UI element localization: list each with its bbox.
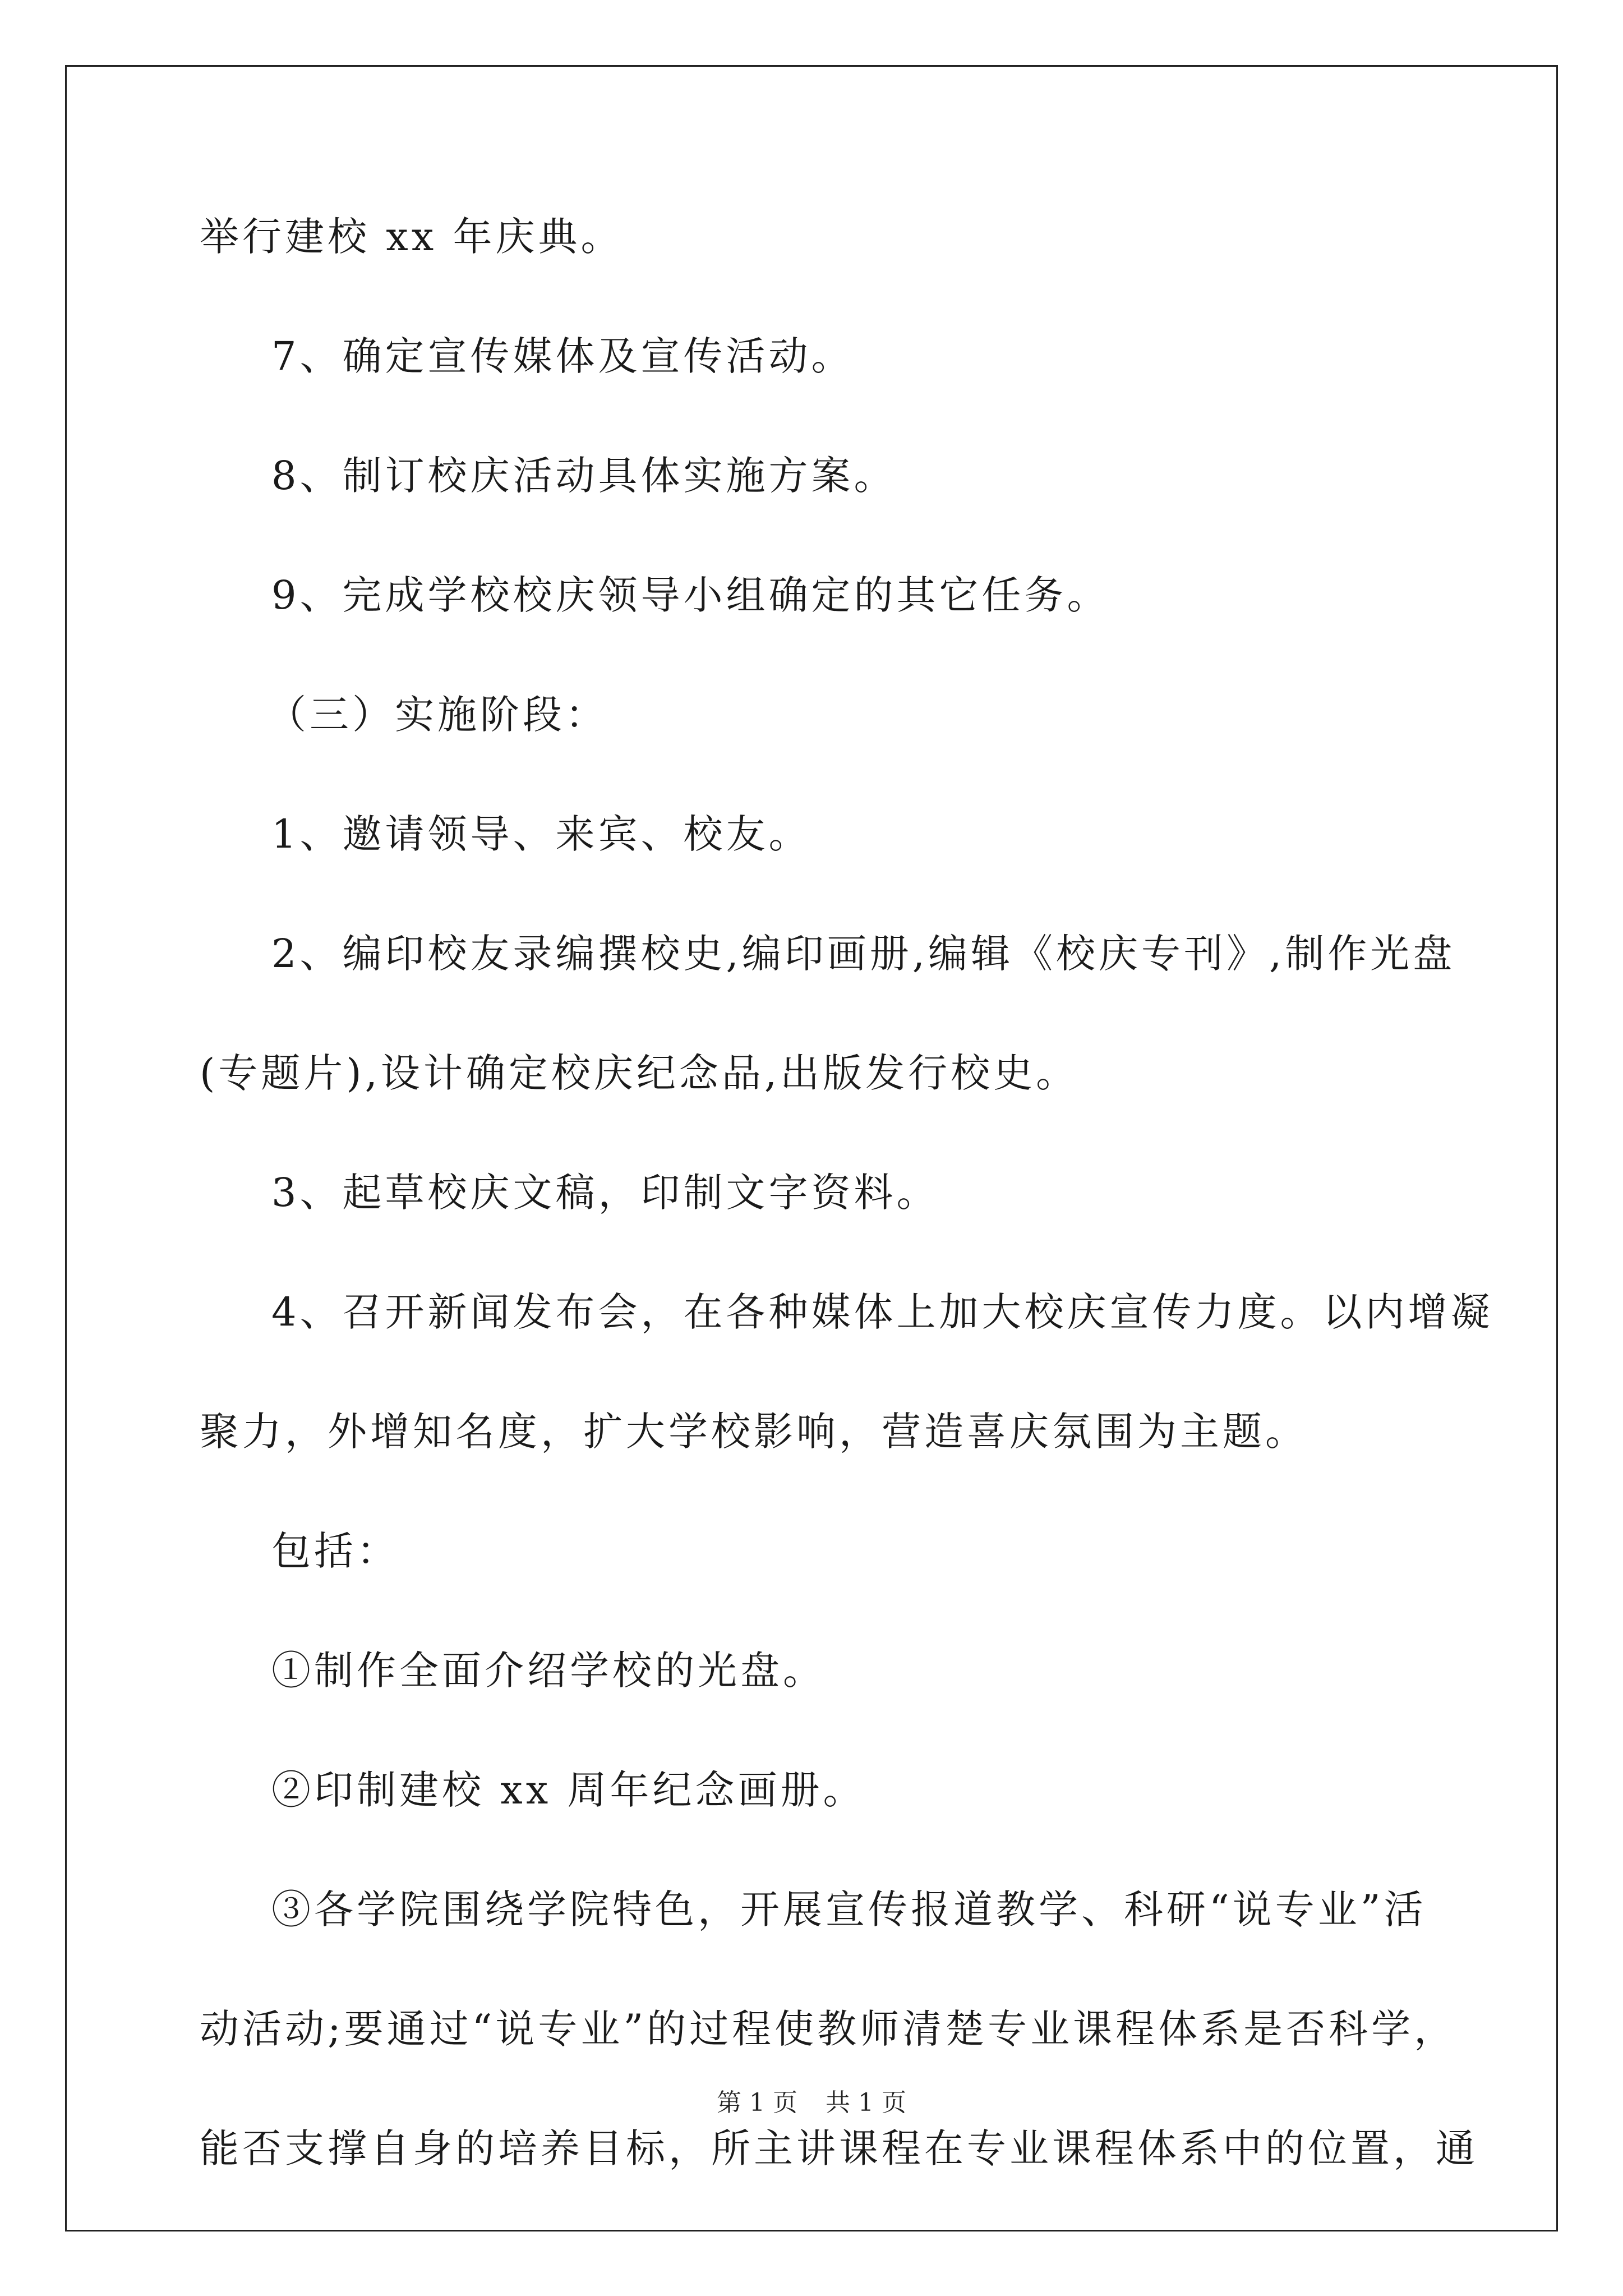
text-line: 7、确定宣传媒体及宣传活动。 <box>271 333 854 379</box>
page-footer <box>0 2088 1623 2118</box>
text-line: 动活动;要通过“说专业”的过程使教师清楚专业课程体系是否科学， <box>200 2006 1457 2052</box>
text-line: 2、编印校友录编撰校史,编印画册,编辑《校庆专刊》,制作光盘 <box>271 931 1456 977</box>
text-line: 8、制订校庆活动具体实施方案。 <box>271 453 897 499</box>
text-line: ②印制建校 xx 周年纪念画册。 <box>271 1767 866 1813</box>
text-line: 1、邀请领导、来宾、校友。 <box>271 811 811 857</box>
text-line: ①制作全面介绍学校的光盘。 <box>271 1648 826 1694</box>
page-number: 第 1 页 <box>717 2088 797 2117</box>
text-line: 能否支撑自身的培养目标，所主讲课程在专业课程体系中的位置，通 <box>200 2125 1478 2171</box>
page-total: 共 1 页 <box>826 2088 906 2117</box>
text-line: 3、起草校庆文稿，印制文字资料。 <box>271 1170 939 1216</box>
text-line: ③各学院围绕学院特色，开展宣传报道教学、科研“说专业”活 <box>271 1887 1427 1932</box>
text-line: 包括： <box>271 1528 399 1574</box>
text-line: 4、召开新闻发布会，在各种媒体上加大校庆宣传力度。以内增凝 <box>271 1289 1493 1335</box>
text-line: (专题片),设计确定校庆纪念品,出版发行校史。 <box>200 1050 1079 1096</box>
text-line: 聚力，外增知名度，扩大学校影响，营造喜庆氛围为主题。 <box>200 1409 1308 1455</box>
section-heading: （三）实施阶段： <box>267 692 608 738</box>
text-line: 9、完成学校校庆领导小组确定的其它任务。 <box>271 572 1110 618</box>
text-line: 举行建校 xx 年庆典。 <box>200 214 624 260</box>
